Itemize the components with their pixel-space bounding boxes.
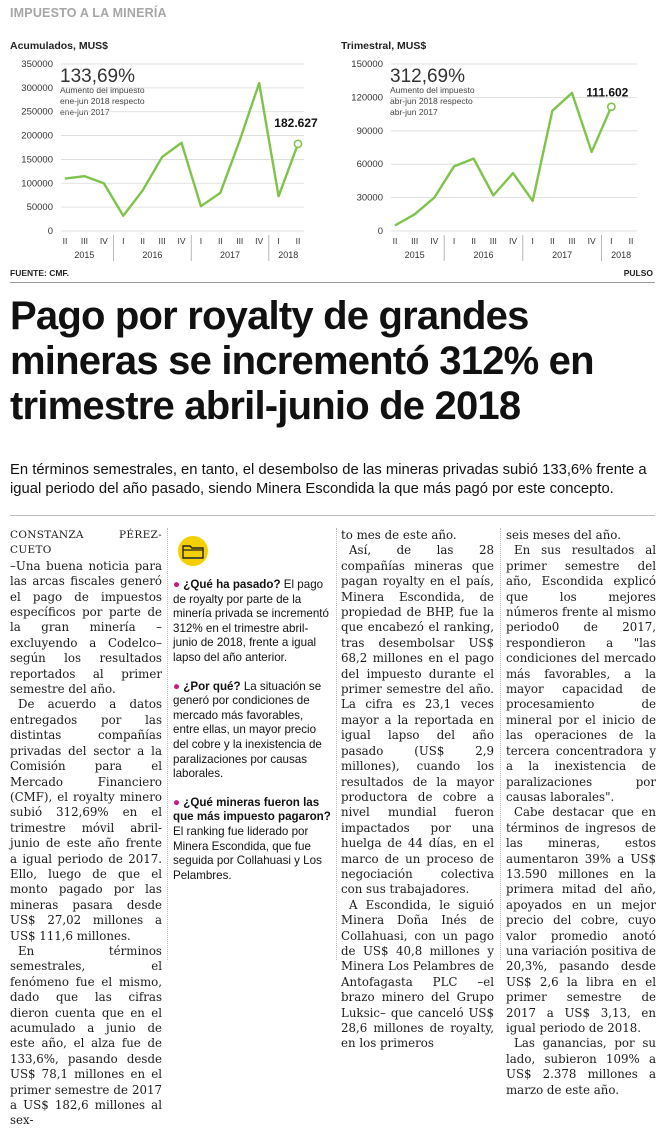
acumulados-y-tick-label: 150000 — [21, 154, 53, 166]
acumulados-x-tick-label: IV — [177, 236, 186, 246]
paragraph: –Una buena noticia para las arcas fiscales generó el pago de impuestos específicos por parte de la gran minería –excluyendo a Codelco– según los resultados reportados al primer semestre del año. — [10, 558, 162, 697]
trimestral-x-tick-label: II — [628, 236, 634, 246]
acumulados-year-label: 2016 — [142, 250, 163, 260]
trimestral-x-tick-label: II — [549, 236, 555, 246]
acumulados-last-point — [294, 140, 301, 147]
chart-trimestral-desc-2: abr-jun 2018 respecto — [390, 96, 473, 106]
trimestral-year-label: 2017 — [552, 250, 573, 260]
qa-answer: El ranking fue liderado por Minera Escondida, que fue seguida por Collahuasi y Los Pelambres. — [173, 824, 322, 882]
acumulados-y-tick-label: 250000 — [21, 106, 53, 118]
bullet-icon: ● — [173, 578, 181, 591]
trimestral-y-tick-label: 30000 — [356, 192, 383, 204]
qa-question: ¿Por qué? — [183, 679, 241, 693]
trimestral-x-tick-label: I — [452, 236, 456, 246]
divider — [10, 515, 655, 516]
subhead: En términos semestrales, en tanto, el desembolso de las mineras privadas subió 133,6% frente a igual periodo del año pasado, siendo Minera Escondida la que más pagó por este concepto. — [10, 462, 647, 497]
chart-trimestral — [338, 58, 660, 267]
trimestral-year-label: 2018 — [611, 250, 632, 260]
chart-trimestral-desc-1: Aumento del impuesto — [390, 85, 475, 95]
acumulados-x-tick-label: IV — [255, 236, 264, 246]
trimestral-x-tick-label: I — [531, 236, 534, 246]
acumulados-x-tick-label: III — [236, 236, 244, 246]
qa-answer: La situación se generó por condiciones de mercado más favorables, entre ellas, un mayor precio del cobre y la inexistencia de paralizaciones por causas laborales. — [173, 679, 322, 781]
paragraph: to mes de este año. — [341, 528, 457, 542]
acumulados-x-tick-label: I — [199, 236, 203, 246]
chart-trimestral-svg — [338, 58, 660, 263]
trimestral-y-tick-label: 120000 — [351, 92, 383, 104]
paragraph: En términos semestrales, el fenómeno fue el mismo, dado que las cifras dieron cuenta que en el acumulado a junio de este año, el alza fue de 133,6%, pasando desde US$ 78,1 millones en el primer semestre de 2017 a US$ 182,6 millones al sex- — [10, 943, 162, 1128]
qa-item — [173, 796, 331, 884]
acumulados-year-label: 2015 — [74, 250, 95, 260]
column-divider — [500, 528, 501, 960]
acumulados-x-tick-label: II — [140, 236, 146, 246]
trimestral-year-label: 2015 — [404, 250, 425, 260]
trimestral-y-tick-label: 90000 — [356, 125, 383, 137]
bullet-icon: ● — [173, 679, 181, 693]
article-column-1 — [10, 528, 162, 1129]
chart-acumulados-big-value: 133,69% — [60, 66, 136, 87]
chart-acumulados-desc-3: ene-jun 2017 — [60, 107, 110, 117]
qa-question: ¿Qué ha pasado? — [183, 578, 281, 591]
trimestral-x-tick-label: II — [392, 236, 398, 246]
article-column-3 — [341, 528, 494, 1052]
trimestral-x-tick-label: IV — [508, 236, 518, 246]
paragraph: Las ganancias, por su lado, subieron 109% a US$ 2.378 millones a marzo de este año. — [506, 1036, 656, 1097]
trimestral-last-point — [608, 103, 615, 110]
chart-acumulados-svg — [0, 58, 330, 263]
paragraph: seis meses del año. — [506, 528, 621, 542]
acumulados-y-tick-label: 200000 — [21, 130, 53, 142]
headline: Pago por royalty de grandes mineras se incrementó 312% en trimestre abril-junio de 2018 — [10, 294, 594, 428]
brand-line: PULSO — [623, 268, 653, 278]
acumulados-year-label: 2017 — [220, 250, 241, 260]
trimestral-year-label: 2016 — [473, 250, 494, 260]
qa-item — [173, 578, 331, 666]
divider — [10, 282, 655, 283]
acumulados-last-value-label: 182.627 — [274, 115, 318, 130]
folder-icon — [173, 536, 213, 566]
trimestral-x-tick-label: I — [610, 236, 613, 246]
paragraph: A Escondida, le siguió Minera Doña Inés de Collahuasi, con un pago de US$ 40,8 millones y Minera Los Pelambres de Antofagasta PLC –el brazo minero del Grupo Luksic– que canceló US$ 28,6 millones de royalty, en los primeros — [341, 897, 494, 1051]
paragraph: En sus resultados al primer semestre del año, Escondida explicó que los mejores números frente al mismo periodo0 de 2017, respondieron a "las condiciones del mercado más favorables, a la mayor capacidad de procesamiento de mineral por el inicio de las operaciones de la tercera concentradora y a la inexistencia de paralizaciones por causas laborales". — [506, 543, 656, 804]
chart-acumulados-desc-2: ene-jun 2018 respecto — [60, 96, 145, 106]
chart-trimestral-big-value: 312,69% — [390, 66, 466, 87]
acumulados-y-tick-label: 300000 — [21, 82, 53, 94]
qa-item — [173, 680, 331, 782]
bullet-icon: ● — [173, 795, 181, 809]
acumulados-y-tick-label: 50000 — [26, 202, 53, 214]
trimestral-y-tick-label: 150000 — [351, 59, 383, 70]
acumulados-x-tick-label: II — [217, 236, 223, 246]
chart-acumulados — [0, 58, 330, 267]
acumulados-x-tick-label: III — [158, 236, 166, 246]
column-divider — [167, 528, 168, 960]
acumulados-y-tick-label: 350000 — [21, 59, 53, 70]
acumulados-y-tick-label: 100000 — [21, 178, 53, 190]
chart-trimestral-desc-3: abr-jun 2017 — [390, 107, 438, 117]
byline: CONSTANZA PÉREZ-CUETO — [10, 529, 162, 557]
article-column-4 — [506, 528, 656, 1098]
acumulados-x-tick-label: II — [295, 236, 301, 246]
trimestral-x-tick-label: IV — [587, 236, 596, 246]
trimestral-x-tick-label: II — [471, 236, 477, 246]
trimestral-x-tick-label: IV — [430, 236, 439, 246]
paragraph: Cabe destacar que en términos de ingresos de las mineras, estos aumentaron 39% a US$ 13.590 millones en la primera mitad del año, apoyados en un mejor precio del cobre, cuyo valor promedio anotó una variación positiva de 20,3%, pasando desde US$ 2,6 la libra en el primer semestre de 2017 a US$ 3,13, en igual periodo de 2018. — [506, 805, 656, 1035]
paragraph: Así, de las 28 compañías mineras que pagan royalty en el país, Minera Escondida, de propiedad de BHP, fue la que encabezó el ranking, tras desembolsar US$ 68,2 millones en el pago del impuesto durante el primer semestre del año. La cifra es 23,1 veces mayor a la reportada en igual lapso del año pasado (US$ 2,9 millones), cuando los resultados de la mayor productora de cobre a nivel mundial fueron impactados por una huelga de 44 días, en el marco de un proceso de negociación colectiva con sus trabajadores. — [341, 543, 494, 897]
chart-title-acumulados: Acumulados, MUS$ — [10, 40, 109, 52]
paragraph: De acuerdo a datos entregados por las distintas compañías privadas del sector a la Comisión para el Mercado Financiero (CMF), el royalty minero subió 312,69% en el trimestre móvil abril-junio de este año frente a igual periodo de 2017. Ello, luego de que el monto pagado por las mineras pasara desde US$ 27,02 millones a US$ 111,6 millones. — [10, 697, 162, 943]
section-label: IMPUESTO A LA MINERÍA — [10, 6, 167, 20]
trimestral-y-tick-label: 0 — [377, 226, 383, 237]
acumulados-year-label: 2018 — [278, 250, 299, 260]
trimestral-x-tick-label: III — [568, 236, 576, 246]
acumulados-x-tick-label: I — [122, 236, 125, 246]
trimestral-last-value-label: 111.602 — [586, 85, 629, 100]
trimestral-x-tick-label: III — [411, 236, 419, 246]
acumulados-y-tick-label: 0 — [47, 226, 53, 237]
chart-title-trimestral: Trimestral, MUS$ — [341, 40, 427, 52]
column-divider — [336, 528, 337, 960]
qa-answer: El pago de royalty por parte de la minería privada se incrementó 312% en el trimestre abril-junio de 2018, frente a igual lapso del año anterior. — [173, 578, 329, 664]
acumulados-x-tick-label: II — [62, 236, 68, 246]
acumulados-x-tick-label: III — [80, 236, 88, 246]
qa-question: ¿Qué mineras fueron las que más impuesto pagaron? — [173, 795, 331, 824]
chart-acumulados-desc-1: Aumento del impuesto — [60, 85, 145, 95]
trimestral-y-tick-label: 60000 — [356, 159, 383, 171]
source-line: FUENTE: CMF. — [10, 268, 70, 278]
acumulados-x-tick-label: I — [277, 236, 280, 246]
acumulados-x-tick-label: IV — [99, 236, 108, 246]
trimestral-x-tick-label: III — [489, 236, 497, 246]
